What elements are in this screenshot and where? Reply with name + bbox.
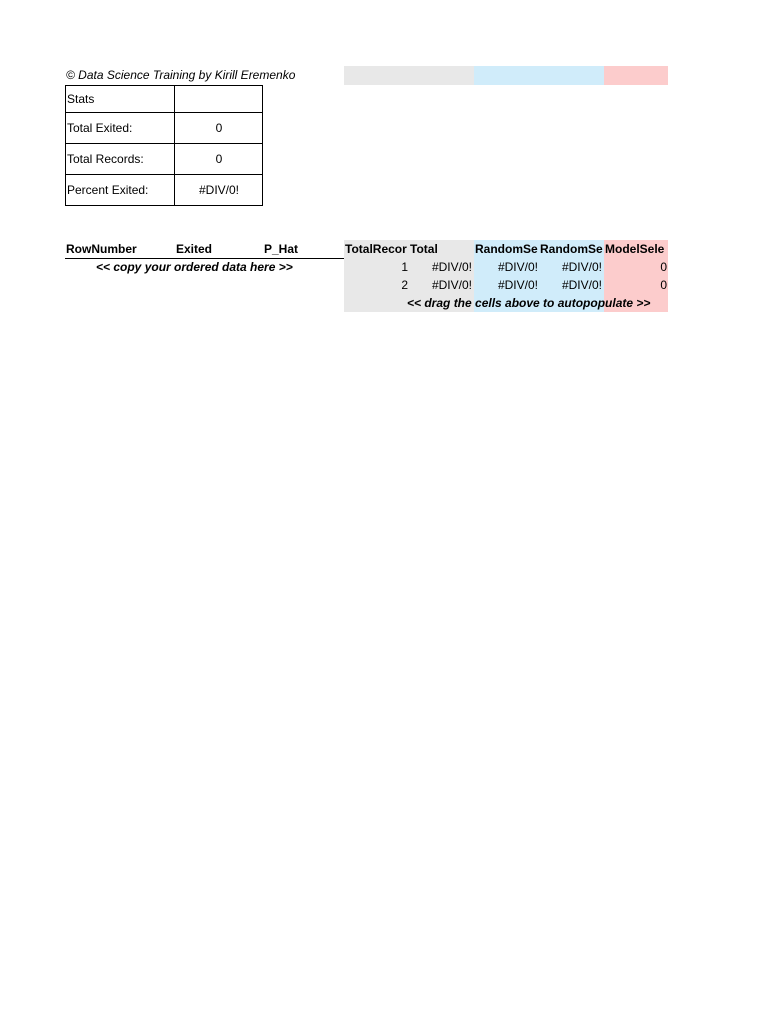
col-header-p-hat[interactable]: P_Hat [264,242,299,256]
cell-model-sele[interactable]: 0 [660,278,667,292]
drag-autopopulate-note[interactable]: << drag the cells above to autopopulate >> [407,296,651,310]
stats-row [66,175,263,206]
col-header-random-se-2[interactable]: RandomSe [540,242,603,256]
stats-value-percent-exited[interactable]: #DIV/0! [175,175,263,206]
stats-row [66,144,263,175]
cell-random-se-2[interactable]: #DIV/0! [561,260,602,274]
col-header-rownumber[interactable]: RowNumber [66,242,137,256]
cell-total[interactable]: #DIV/0! [431,278,472,292]
header-band-blue [474,66,604,85]
stats-value-total-exited[interactable]: 0 [175,113,263,144]
col-header-total-records[interactable]: TotalRecor [345,242,407,256]
col-header-exited[interactable]: Exited [176,242,213,256]
cell-random-se-2[interactable]: #DIV/0! [561,278,602,292]
cell-model-sele[interactable]: 0 [660,260,667,274]
stats-table [65,85,263,206]
stats-title-row [66,86,263,113]
copyright-text: © Data Science Training by Kirill Eremenko [66,68,296,82]
cell-random-se-1[interactable]: #DIV/0! [497,260,538,274]
stats-title-empty-cell[interactable] [175,86,263,113]
stats-label-total-exited[interactable]: Total Exited: [66,113,175,144]
cell-total-records[interactable]: 2 [401,278,408,292]
stats-label-percent-exited[interactable]: Percent Exited: [66,175,175,206]
cell-total[interactable]: #DIV/0! [431,260,472,274]
col-header-random-se-1[interactable]: RandomSe [475,242,538,256]
copy-data-note[interactable]: << copy your ordered data here >> [96,260,293,274]
col-header-model-sele[interactable]: ModelSele [605,242,665,256]
stats-label-total-records[interactable]: Total Records: [66,144,175,175]
stats-title[interactable]: Stats [66,86,175,113]
cell-random-se-1[interactable]: #DIV/0! [497,278,538,292]
header-band-grey [344,66,474,85]
col-header-total[interactable]: Total [410,242,438,256]
header-band-pink [604,66,668,85]
stats-value-total-records[interactable]: 0 [175,144,263,175]
stats-row [66,113,263,144]
cell-total-records[interactable]: 1 [401,260,408,274]
